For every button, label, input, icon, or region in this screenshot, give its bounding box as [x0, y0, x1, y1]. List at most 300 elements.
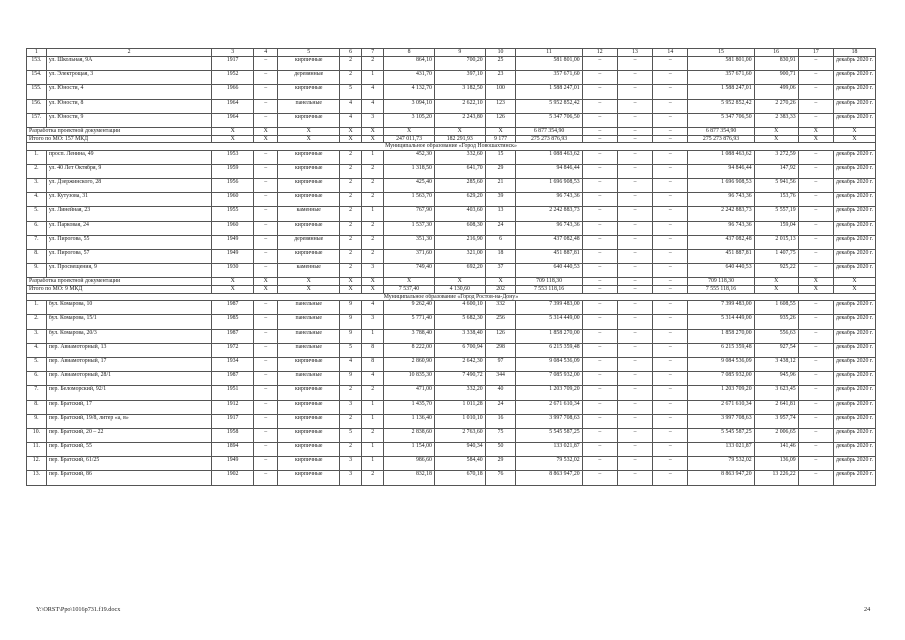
table-cell: 608,30 [434, 221, 485, 235]
table-cell: 24 [485, 221, 516, 235]
table-cell: 1964 [212, 99, 254, 113]
table-cell: 581 801,00 [516, 57, 582, 71]
table-cell: 94 846,44 [516, 164, 582, 178]
summary-cell: 9 177 [485, 135, 516, 143]
table-cell: 925,22 [754, 264, 798, 278]
table-cell: 9 [340, 329, 362, 343]
table-cell: – [653, 99, 688, 113]
table-cell: – [798, 443, 833, 457]
table-cell: – [254, 414, 278, 428]
table-cell: кирпичные [278, 414, 340, 428]
table-cell: 6. [27, 221, 47, 235]
table-cell: 2 622,10 [434, 99, 485, 113]
table-cell: 1902 [212, 471, 254, 485]
table-cell: – [582, 428, 617, 442]
table-cell: 285,60 [434, 179, 485, 193]
table-cell: – [254, 113, 278, 127]
table-cell: – [798, 400, 833, 414]
table-cell: – [582, 250, 617, 264]
table-cell: 25 [485, 57, 516, 71]
table-cell: декабрь 2020 г. [833, 193, 875, 207]
page-number: 24 [864, 606, 871, 613]
table-cell: декабрь 2020 г. [833, 250, 875, 264]
table-cell: 1 136,40 [384, 414, 435, 428]
table-cell: 7 490,72 [434, 372, 485, 386]
table-cell: 6 215 359,48 [516, 343, 582, 357]
table-cell: декабрь 2020 г. [833, 457, 875, 471]
table-cell: 24 [485, 400, 516, 414]
table-cell: – [617, 250, 652, 264]
table-cell: 8 222,00 [384, 343, 435, 357]
table-cell: 2 [340, 57, 362, 71]
table-cell: декабрь 2020 г. [833, 471, 875, 485]
table-cell: 256 [485, 315, 516, 329]
table-cell: 357 671,60 [688, 71, 754, 85]
table-cell: пер. Братский, 61/25 [46, 457, 211, 471]
table-cell: 5 771,40 [384, 315, 435, 329]
table-cell: – [582, 85, 617, 99]
column-number-header: 5 [278, 49, 340, 57]
table-cell: – [254, 250, 278, 264]
table-cell: – [254, 400, 278, 414]
table-cell: 10. [27, 428, 47, 442]
table-cell: каменные [278, 207, 340, 221]
table-cell: декабрь 2020 г. [833, 150, 875, 164]
table-cell: просп. Ленина, 49 [46, 150, 211, 164]
table-cell: – [653, 357, 688, 371]
table-cell: 8 [362, 343, 384, 357]
table-cell: 9 084 536,09 [688, 357, 754, 371]
table-cell: 133 021,87 [516, 443, 582, 457]
table-cell: ул. Школьная, 9А [46, 57, 211, 71]
column-number-header: 15 [688, 49, 754, 57]
table-cell: 7 399 483,00 [516, 301, 582, 315]
table-cell: 3 [362, 113, 384, 127]
table-cell: 3. [27, 179, 47, 193]
table-cell: декабрь 2020 г. [833, 207, 875, 221]
table-cell: 471,00 [384, 386, 435, 400]
table-cell: – [653, 113, 688, 127]
table-cell: 2 242 883,73 [688, 207, 754, 221]
table-row [27, 99, 876, 113]
table-cell: 154. [27, 71, 47, 85]
table-cell: 1956 [212, 179, 254, 193]
table-cell: бул. Комарова, 10 [46, 301, 211, 315]
table-cell: 5 952 852,42 [516, 99, 582, 113]
table-cell: – [254, 71, 278, 85]
summary-cell: X [362, 127, 384, 135]
table-cell: – [653, 235, 688, 249]
table-cell: 18 [485, 250, 516, 264]
table-cell: – [653, 57, 688, 71]
summary-cell: X [254, 127, 278, 135]
table-cell: 437 082,48 [516, 235, 582, 249]
table-cell: 1960 [212, 221, 254, 235]
summary-cell: – [617, 127, 652, 135]
table-cell: – [798, 414, 833, 428]
table-cell: декабрь 2020 г. [833, 372, 875, 386]
table-cell: ул. Пирогова, 57 [46, 250, 211, 264]
table-cell: – [653, 315, 688, 329]
table-row [27, 57, 876, 71]
table-cell: 147,92 [754, 164, 798, 178]
table-cell: 4 [340, 113, 362, 127]
table-cell: 96 743,36 [516, 193, 582, 207]
table-cell: пер. Авиамоторный, 13 [46, 343, 211, 357]
table-cell: кирпичные [278, 457, 340, 471]
summary-cell: X [278, 127, 340, 135]
table-cell: 2 [340, 414, 362, 428]
table-cell: 4. [27, 193, 47, 207]
section-row [27, 293, 876, 301]
summary-cell: – [653, 135, 688, 143]
table-cell: – [582, 164, 617, 178]
table-cell: ул. Юности, 4 [46, 85, 211, 99]
table-cell: – [582, 471, 617, 485]
table-cell: – [617, 264, 652, 278]
table-cell: 2 [362, 471, 384, 485]
table-cell: – [798, 315, 833, 329]
table-cell: 3 997 708,63 [688, 414, 754, 428]
table-cell: ул. Дзержинского, 28 [46, 179, 211, 193]
table-cell: 7 085 932,00 [688, 372, 754, 386]
summary-cell: X [212, 278, 254, 286]
table-cell: 75 [485, 428, 516, 442]
table-cell: 2 006,65 [754, 428, 798, 442]
table-cell: – [254, 329, 278, 343]
table-cell: 5 [340, 343, 362, 357]
table-cell: – [582, 329, 617, 343]
table-cell: 451 887,81 [688, 250, 754, 264]
table-cell: – [617, 357, 652, 371]
summary-cell: X [340, 278, 362, 286]
table-cell: – [617, 179, 652, 193]
table-cell: 1987 [212, 301, 254, 315]
table-cell: – [798, 99, 833, 113]
table-cell: 940,34 [434, 443, 485, 457]
table-cell: – [582, 457, 617, 471]
table-cell: – [254, 357, 278, 371]
table-cell: – [582, 315, 617, 329]
table-cell: 2 [362, 57, 384, 71]
table-cell: 159,04 [754, 221, 798, 235]
table-cell: деревянные [278, 235, 340, 249]
table-cell: 351,30 [384, 235, 435, 249]
table-cell: 5 952 852,42 [688, 99, 754, 113]
table-cell: кирпичные [278, 57, 340, 71]
table-cell: 332 [485, 301, 516, 315]
table-row [27, 400, 876, 414]
table-cell: – [798, 386, 833, 400]
table-cell: 7. [27, 386, 47, 400]
table-cell: – [653, 221, 688, 235]
table-cell: 76 [485, 471, 516, 485]
table-cell: – [617, 400, 652, 414]
table-cell: 4. [27, 343, 47, 357]
table-cell: – [582, 193, 617, 207]
table-cell: 1917 [212, 414, 254, 428]
table-cell: 1951 [212, 386, 254, 400]
summary-cell: – [582, 135, 617, 143]
table-cell: кирпичные [278, 113, 340, 127]
table-cell: кирпичные [278, 357, 340, 371]
table-cell: 156. [27, 99, 47, 113]
table-cell: – [653, 443, 688, 457]
table-cell: 5. [27, 357, 47, 371]
table-cell: 298 [485, 343, 516, 357]
table-cell: – [582, 357, 617, 371]
table-cell: 1 407,75 [754, 250, 798, 264]
table-cell: 1953 [212, 150, 254, 164]
table-cell: декабрь 2020 г. [833, 400, 875, 414]
table-cell: – [653, 150, 688, 164]
table-cell: – [254, 193, 278, 207]
table-cell: декабрь 2020 г. [833, 99, 875, 113]
table-cell: 1 588 247,01 [688, 85, 754, 99]
summary-cell: X [278, 286, 340, 294]
table-cell: 2 [340, 150, 362, 164]
column-number-header: 4 [254, 49, 278, 57]
table-cell: 3 094,10 [384, 99, 435, 113]
table-row [27, 457, 876, 471]
summary-cell: X [362, 135, 384, 143]
table-cell: 1 435,70 [384, 400, 435, 414]
table-cell: 2. [27, 315, 47, 329]
table-cell: – [617, 372, 652, 386]
section-title: Муниципальное образование «Город Новошахтинск» [27, 143, 876, 151]
table-cell: декабрь 2020 г. [833, 85, 875, 99]
table-cell: – [617, 193, 652, 207]
table-cell: – [254, 85, 278, 99]
table-cell: пер. Братский, 55 [46, 443, 211, 457]
table-cell: 1959 [212, 164, 254, 178]
table-cell: пер. Братский, 20 – 22 [46, 428, 211, 442]
table-cell: 5 [340, 85, 362, 99]
table-cell: – [798, 235, 833, 249]
table-cell: – [653, 428, 688, 442]
table-cell: пер. Братский, 17 [46, 400, 211, 414]
table-cell: 155. [27, 85, 47, 99]
table-cell: кирпичные [278, 428, 340, 442]
summary-label: Итого по МО: 9 МКД [27, 286, 212, 294]
table-cell: 5 545 587,25 [516, 428, 582, 442]
summary-cell: X [340, 286, 362, 294]
table-cell: 451 887,81 [516, 250, 582, 264]
table-cell: – [254, 221, 278, 235]
table-cell: – [582, 400, 617, 414]
table-cell: 5. [27, 207, 47, 221]
table-cell: – [582, 443, 617, 457]
table-cell: – [617, 315, 652, 329]
table-cell: 1 858 270,00 [688, 329, 754, 343]
table-cell: – [617, 457, 652, 471]
table-cell: – [617, 235, 652, 249]
table-cell: 2 [362, 164, 384, 178]
summary-cell: 709 118,30 [516, 278, 582, 286]
table-cell: – [653, 329, 688, 343]
table-cell: 2 [362, 386, 384, 400]
table-cell: – [617, 471, 652, 485]
table-cell: 1952 [212, 71, 254, 85]
table-cell: 1964 [212, 113, 254, 127]
table-cell: – [254, 235, 278, 249]
table-cell: 5 941,56 [754, 179, 798, 193]
table-cell: 2 [340, 443, 362, 457]
table-cell: – [582, 414, 617, 428]
table-cell: – [617, 113, 652, 127]
table-cell: 2 [362, 428, 384, 442]
table-cell: декабрь 2020 г. [833, 264, 875, 278]
table-cell: деревянные [278, 71, 340, 85]
table-cell: 3 272,59 [754, 150, 798, 164]
table-cell: 832,18 [384, 471, 435, 485]
table-cell: – [653, 471, 688, 485]
table-cell: 96 743,36 [688, 193, 754, 207]
table-cell: 431,70 [384, 71, 435, 85]
table-cell: декабрь 2020 г. [833, 414, 875, 428]
column-number-header: 16 [754, 49, 798, 57]
table-cell: ул. Пирогова, 55 [46, 235, 211, 249]
table-cell: 11. [27, 443, 47, 457]
table-row [27, 179, 876, 193]
summary-cell: X [212, 127, 254, 135]
table-cell: 126 [485, 113, 516, 127]
table-cell: – [582, 57, 617, 71]
table-cell: 23 [485, 71, 516, 85]
column-number-header: 7 [362, 49, 384, 57]
table-cell: 8. [27, 250, 47, 264]
table-cell: – [653, 264, 688, 278]
table-cell: 1 [362, 71, 384, 85]
table-cell: – [653, 414, 688, 428]
summary-cell: X [340, 127, 362, 135]
table-cell: 7. [27, 235, 47, 249]
table-cell: 2 [340, 179, 362, 193]
summary-cell: – [582, 286, 617, 294]
summary-cell: – [582, 127, 617, 135]
table-cell: 6. [27, 372, 47, 386]
summary-cell: 7 537,40 [384, 286, 435, 294]
summary-cell: X [798, 278, 833, 286]
table-cell: 2 [362, 250, 384, 264]
table-cell: – [798, 428, 833, 442]
table-cell: панельные [278, 343, 340, 357]
table-cell: 2 671 610,34 [516, 400, 582, 414]
table-cell: 4 600,10 [434, 301, 485, 315]
column-number-header: 13 [617, 49, 652, 57]
table-cell: 692,20 [434, 264, 485, 278]
table-cell: – [653, 250, 688, 264]
table-cell: 2 [340, 207, 362, 221]
table-cell: ул. 40 Лет Октября, 9 [46, 164, 211, 178]
summary-label: Разработка проектной документации [27, 127, 212, 135]
table-cell: 3 957,74 [754, 414, 798, 428]
table-cell: 2 [340, 71, 362, 85]
table-cell: 499,06 [754, 85, 798, 99]
table-cell: 1 318,50 [384, 164, 435, 178]
column-number-header: 11 [516, 49, 582, 57]
table-cell: панельные [278, 329, 340, 343]
table-cell: – [798, 113, 833, 127]
table-cell: 1 [362, 150, 384, 164]
table-cell: ул. Юности, 8 [46, 99, 211, 113]
table-cell: 2 763,60 [434, 428, 485, 442]
summary-cell: X [278, 278, 340, 286]
summary-cell: – [617, 278, 652, 286]
table-cell: 12. [27, 457, 47, 471]
table-cell: 1 088 463,62 [516, 150, 582, 164]
table-cell: 3 623,45 [754, 386, 798, 400]
table-cell: 452,30 [384, 150, 435, 164]
summary-cell: – [653, 278, 688, 286]
table-cell: 2 015,13 [754, 235, 798, 249]
table-cell: 767,90 [384, 207, 435, 221]
table-cell: 397,10 [434, 71, 485, 85]
table-cell: кирпичные [278, 164, 340, 178]
table-cell: 96 743,36 [516, 221, 582, 235]
table-cell: – [582, 179, 617, 193]
table-cell: – [254, 301, 278, 315]
table-cell: 157. [27, 113, 47, 127]
table-cell: кирпичные [278, 193, 340, 207]
table-cell: – [254, 372, 278, 386]
table-cell: – [254, 207, 278, 221]
table-cell: 1987 [212, 372, 254, 386]
table-cell: пер. Авиамоторный, 17 [46, 357, 211, 371]
table-cell: – [582, 235, 617, 249]
table-cell: 126 [485, 329, 516, 343]
table-cell: 3 788,40 [384, 329, 435, 343]
summary-cell: 4 130,60 [434, 286, 485, 294]
table-cell: 2 [340, 164, 362, 178]
table-row [27, 386, 876, 400]
table-cell: 5 545 587,25 [688, 428, 754, 442]
table-cell: 1955 [212, 207, 254, 221]
summary-cell: X [384, 278, 435, 286]
table-cell: 4 [362, 85, 384, 99]
table-cell: 4 [362, 99, 384, 113]
table-row [27, 372, 876, 386]
table-cell: 1934 [212, 357, 254, 371]
summary-cell: X [485, 127, 516, 135]
table-cell: – [617, 414, 652, 428]
table-cell: 1 696 908,53 [688, 179, 754, 193]
table-cell: 403,60 [434, 207, 485, 221]
table-cell: 1985 [212, 315, 254, 329]
table-cell: 1 203 709,20 [516, 386, 582, 400]
table-cell: 2 838,60 [384, 428, 435, 442]
table-cell: – [254, 264, 278, 278]
table-cell: декабрь 2020 г. [833, 71, 875, 85]
table-cell: 2. [27, 164, 47, 178]
table-row [27, 221, 876, 235]
table-cell: – [254, 315, 278, 329]
table-cell: декабрь 2020 г. [833, 301, 875, 315]
table-cell: 1 203 709,20 [688, 386, 754, 400]
table-cell: 1 [362, 414, 384, 428]
column-number-header: 6 [340, 49, 362, 57]
table-cell: панельные [278, 315, 340, 329]
table-cell: 556,63 [754, 329, 798, 343]
summary-row [27, 278, 876, 286]
table-cell: 4 132,70 [384, 85, 435, 99]
table-cell: 9 [340, 301, 362, 315]
table-cell: – [582, 372, 617, 386]
column-number-header: 10 [485, 49, 516, 57]
table-cell: 1 [362, 329, 384, 343]
table-cell: – [798, 264, 833, 278]
table-cell: 581 801,00 [688, 57, 754, 71]
